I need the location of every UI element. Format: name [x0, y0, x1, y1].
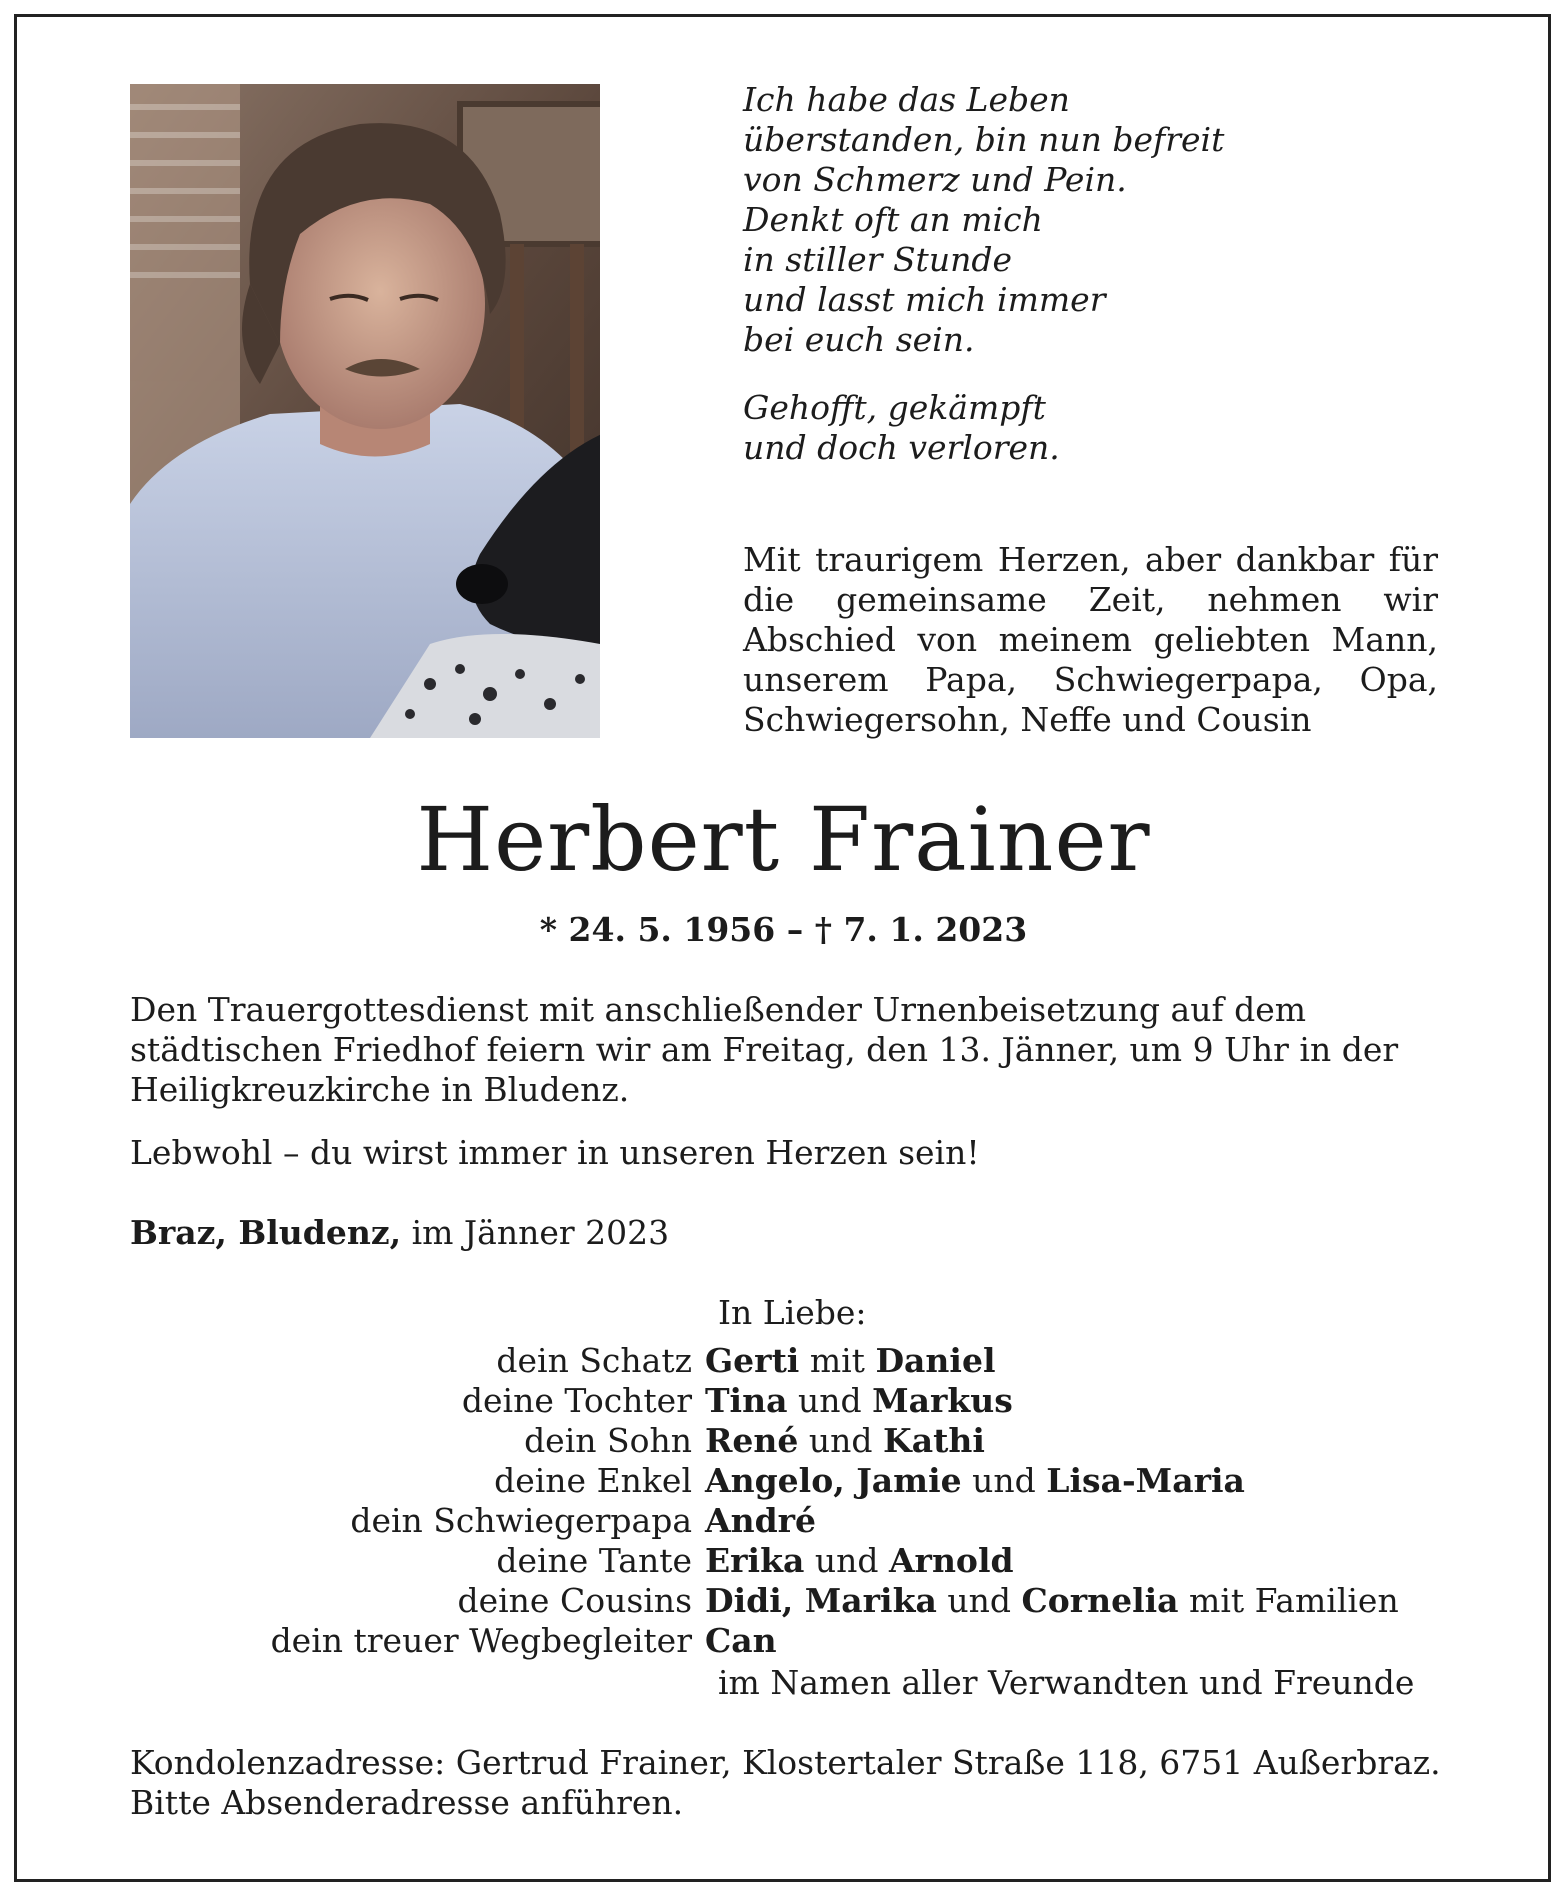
place-date — [130, 1213, 669, 1253]
family-member-name: Markus — [872, 1381, 1013, 1420]
family-names — [705, 1581, 1399, 1621]
family-relation: dein Schatz — [496, 1341, 692, 1380]
family-relation: deine Tante — [496, 1541, 692, 1580]
family-connector: und — [798, 1421, 884, 1460]
deceased-name: Herbert Frainer — [416, 788, 1151, 891]
family-row — [130, 1421, 1470, 1461]
family-relation: dein Sohn — [524, 1421, 692, 1460]
family-member-name: Tina — [705, 1381, 788, 1420]
family-row — [130, 1501, 1470, 1541]
in-liebe-heading: In Liebe: — [718, 1293, 867, 1332]
family-list — [130, 1341, 1470, 1661]
person-with-dog-photo-icon — [130, 84, 630, 738]
family-member-name: Lisa-Maria — [1046, 1461, 1245, 1500]
family-member-name: Gerti — [705, 1341, 800, 1380]
family-member-name: René — [705, 1421, 799, 1460]
family-member-name: Erika — [705, 1541, 805, 1580]
life-dates: * 24. 5. 1956 – † 7. 1. 2023 — [539, 910, 1028, 949]
farewell-line: Lebwohl – du wirst immer in unseren Herzen sein! — [130, 1133, 980, 1172]
poem-stanza-1: Ich habe das Leben überstanden, bin nun befreit von Schmerz und Pein. Denkt oft an mich in stiller Stunde und lasst mich immer bei euch sein. — [743, 80, 1225, 359]
condolence-address — [130, 1743, 1470, 1823]
family-row — [130, 1461, 1470, 1501]
family-connector: und — [787, 1381, 873, 1420]
family-names — [705, 1381, 1013, 1421]
family-relation: deine Cousins — [457, 1581, 692, 1620]
family-member-name: Daniel — [875, 1341, 996, 1380]
condolence-line-1: Kondolenzadresse: Gertrud Frainer, Klostertaler Straße 118, 6751 Außerbraz. — [130, 1743, 1441, 1782]
family-connector: mit — [799, 1341, 876, 1380]
condolence-line-2: Bitte Absenderadresse anführen. — [130, 1783, 684, 1822]
closing-line: im Namen aller Verwandten und Freunde — [718, 1663, 1415, 1702]
family-names — [705, 1501, 816, 1541]
family-row — [130, 1581, 1470, 1621]
family-member-name: Angelo, Jamie — [705, 1461, 962, 1500]
family-member-name: Kathi — [883, 1421, 985, 1460]
family-relation: dein Schwiegerpapa — [350, 1501, 692, 1540]
family-member-name: André — [705, 1501, 817, 1540]
intro-text: Mit traurigem Herzen, aber dankbar für die gemeinsame Zeit, nehmen wir Abschied von meinem geliebten Mann, unserem Papa, Schwiegerpapa, Opa, Schwiegersohn, Neffe und Cousin — [743, 540, 1438, 739]
family-names — [705, 1421, 985, 1461]
family-relation: deine Enkel — [494, 1461, 692, 1500]
family-connector: mit Familien — [1178, 1581, 1399, 1620]
place-rest: im Jänner 2023 — [401, 1213, 670, 1252]
family-names — [705, 1461, 1245, 1501]
family-connector: und — [804, 1541, 889, 1580]
place-bold: Braz, Bludenz, — [130, 1213, 402, 1252]
family-relation: dein treuer Wegbegleiter — [270, 1621, 692, 1660]
family-names — [705, 1341, 996, 1381]
family-row — [130, 1341, 1470, 1381]
family-row — [130, 1621, 1470, 1661]
family-member-name: Cornelia — [1021, 1581, 1179, 1620]
service-info: Den Trauergottesdienst mit anschließender Urnenbeisetzung auf dem städtischen Friedhof feiern wir am Freitag, den 13. Jänner, um 9 Uhr in der Heiligkreuzkirche in Bludenz. — [130, 990, 1399, 1109]
family-connector: und — [961, 1461, 1047, 1500]
family-relation: deine Tochter — [461, 1381, 692, 1420]
poem-stanza-2: Gehofft, gekämpft und doch verloren. — [743, 388, 1060, 467]
family-member-name: Didi, Marika — [705, 1581, 937, 1620]
family-row — [130, 1381, 1470, 1421]
family-names — [705, 1621, 777, 1661]
portrait-photo — [130, 84, 630, 738]
family-member-name: Arnold — [888, 1541, 1014, 1580]
family-member-name: Can — [705, 1621, 777, 1660]
family-connector: und — [936, 1581, 1022, 1620]
family-row — [130, 1541, 1470, 1581]
family-names — [705, 1541, 1014, 1581]
poem — [743, 80, 1463, 468]
